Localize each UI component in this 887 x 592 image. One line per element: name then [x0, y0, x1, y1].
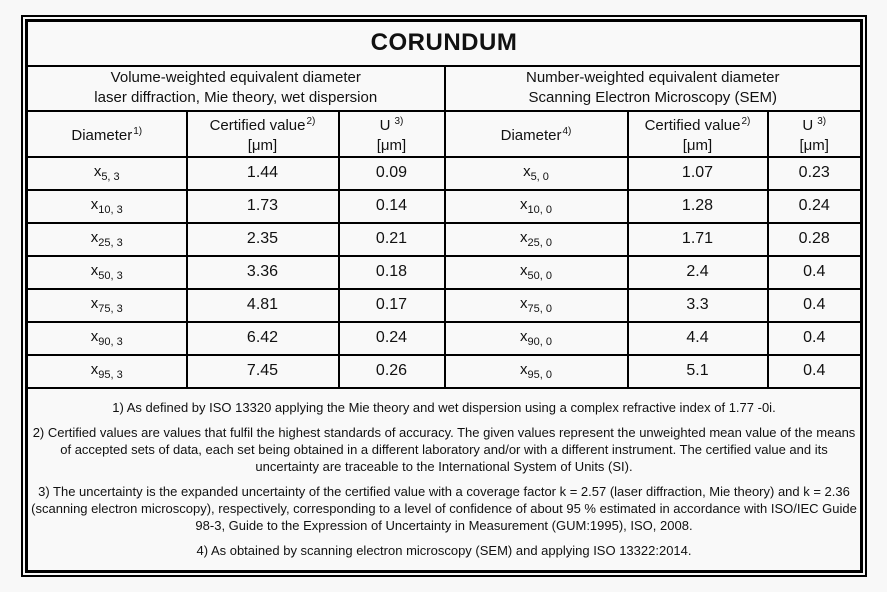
uncertainty-cell: 0.09	[339, 157, 445, 190]
diameter-cell: $x_{75, 3}$	[27, 289, 187, 322]
table-row	[27, 190, 862, 223]
certified-value-cell: 2.35	[187, 223, 339, 256]
diameter-cell: $x_{90, 0}$	[445, 322, 628, 355]
footnote-1: 1) As defined by ISO 13320 applying the Mie theory and wet dispersion using a complex refractive index of 1.77 -0i.	[112, 400, 776, 415]
certified-value-cell: 1.71	[628, 223, 768, 256]
footnote-4: 4) As obtained by scanning electron microscopy (SEM) and applying ISO 13322:2014.	[196, 543, 692, 558]
column-header-right-diameter: Diameter$^{4)}$	[445, 111, 628, 157]
uncertainty-cell: 0.21	[339, 223, 445, 256]
section-header-row	[27, 66, 862, 111]
table-row	[27, 355, 862, 388]
column-header-left-diameter: Diameter$^{1)}$	[27, 111, 187, 157]
diameter-cell: $x_{10, 0}$	[445, 190, 628, 223]
certified-value-cell: 5.1	[628, 355, 768, 388]
certified-value-cell: 3.36	[187, 256, 339, 289]
footnote-3: 3) The uncertainty is the expanded uncertainty of the certified value with a coverage factor k = 2.57 (laser diffraction, Mie theory) and k = 2.36 (scanning electron microscopy), respectively, corresponding to a level of confidence of about 95 % estimated in accordance with ISO/IEC Guide 98-3, Guide to the Expression of Uncertainty in Measurement (GUM:1995), ISO, 2008.	[31, 484, 857, 533]
uncertainty-cell: 0.4	[768, 322, 862, 355]
diameter-cell: $x_{5, 0}$	[445, 157, 628, 190]
diameter-cell: $x_{50, 0}$	[445, 256, 628, 289]
certified-value-cell: 4.81	[187, 289, 339, 322]
uncertainty-cell: 0.24	[339, 322, 445, 355]
uncertainty-cell: 0.17	[339, 289, 445, 322]
certified-value-cell: 1.07	[628, 157, 768, 190]
diameter-cell: $x_{25, 3}$	[27, 223, 187, 256]
diameter-cell: $x_{95, 0}$	[445, 355, 628, 388]
column-header-right-certified: Certified value$^{2)}$ [μm]	[628, 111, 768, 157]
certified-value-cell: 7.45	[187, 355, 339, 388]
left-section-line2: laser diffraction, Mie theory, wet dispersion	[94, 89, 378, 106]
uncertainty-cell: 0.14	[339, 190, 445, 223]
certified-value-cell: 4.4	[628, 322, 768, 355]
uncertainty-cell: 0.24	[768, 190, 862, 223]
left-section-line1: Volume-weighted equivalent diameter	[110, 69, 361, 86]
footnote-2: 2) Certified values are values that fulfil the highest standards of accuracy. The given values represent the unweighted mean value of the means of accepted sets of data, each set being obtained in a different laboratory and/or with a different instrument. The certified value and its uncertainty are traceable to the International System of Units (SI).	[32, 425, 856, 474]
certified-value-cell: 1.28	[628, 190, 768, 223]
uncertainty-cell: 0.4	[768, 355, 862, 388]
column-header-left-u: U $^{3)}$ [μm]	[339, 111, 445, 157]
uncertainty-cell: 0.18	[339, 256, 445, 289]
table-row	[27, 289, 862, 322]
diameter-cell: $x_{95, 3}$	[27, 355, 187, 388]
diameter-cell: $x_{5, 3}$	[27, 157, 187, 190]
footnotes-row	[27, 388, 862, 572]
certified-value-cell: 1.44	[187, 157, 339, 190]
column-header-right-u: U $^{3)}$ [μm]	[768, 111, 862, 157]
footnotes-cell	[27, 388, 862, 572]
diameter-cell: $x_{75, 0}$	[445, 289, 628, 322]
unit-label: [μm]	[247, 136, 278, 154]
title-row	[27, 21, 862, 66]
diameter-cell: $x_{90, 3}$	[27, 322, 187, 355]
table-row	[27, 223, 862, 256]
table-row	[27, 322, 862, 355]
uncertainty-cell: 0.23	[768, 157, 862, 190]
diameter-cell: $x_{10, 3}$	[27, 190, 187, 223]
unit-label: [μm]	[376, 136, 407, 154]
diameter-cell: $x_{50, 3}$	[27, 256, 187, 289]
certified-value-cell: 1.73	[187, 190, 339, 223]
certified-value-cell: 6.42	[187, 322, 339, 355]
table-row	[27, 256, 862, 289]
uncertainty-cell: 0.4	[768, 289, 862, 322]
uncertainty-cell: 0.28	[768, 223, 862, 256]
certified-value-cell: 2.4	[628, 256, 768, 289]
section-header-left	[27, 66, 445, 111]
column-header-left-certified: Certified value$^{2)}$ [μm]	[187, 111, 339, 157]
uncertainty-cell: 0.26	[339, 355, 445, 388]
column-header-row	[27, 111, 862, 157]
unit-label: [μm]	[799, 136, 829, 154]
table-row	[27, 157, 862, 190]
unit-label: [μm]	[682, 136, 713, 154]
diameter-cell: $x_{25, 0}$	[445, 223, 628, 256]
right-section-line1: Number-weighted equivalent diameter	[526, 69, 780, 86]
certificate-table	[25, 19, 863, 573]
certified-value-cell: 3.3	[628, 289, 768, 322]
right-section-line2: Scanning Electron Microscopy (SEM)	[528, 89, 777, 106]
section-header-right	[445, 66, 862, 111]
uncertainty-cell: 0.4	[768, 256, 862, 289]
page-title: CORUNDUM	[27, 21, 862, 66]
